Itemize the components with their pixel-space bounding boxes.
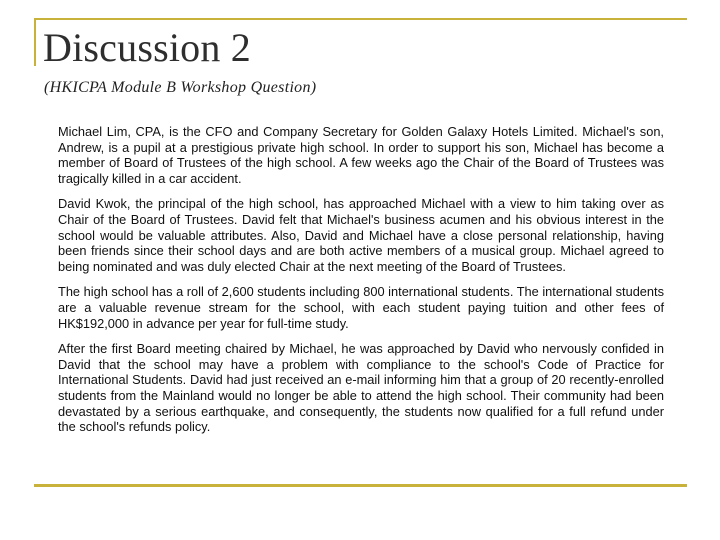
paragraph-3: The high school has a roll of 2,600 students including 800 international students. The international students are a valuable revenue stream for the school, with each student paying tuition and other fees of HK$192,000 in advance per year for full-time study. [58, 284, 664, 331]
bottom-rule [34, 484, 687, 487]
title-frame-top-rule [34, 18, 687, 20]
slide-subtitle: (HKICPA Module B Workshop Question) [44, 79, 317, 96]
paragraph-1: Michael Lim, CPA, is the CFO and Company Secretary for Golden Galaxy Hotels Limited. Michael's son, Andrew, is a pupil at a prestigious private high school. In order to support his son, Michael has become a member of Board of Trustees of the high school. A few weeks ago the Chair of the Board of Trustees was tragically killed in a car accident. [58, 124, 664, 186]
slide-title: Discussion 2 [43, 25, 251, 70]
case-study-text [58, 124, 664, 445]
paragraph-2: David Kwok, the principal of the high school, has approached Michael with a view to him taking over as Chair of the Board of Trustees. David felt that Michael's business acumen and his obvious interest in the school would be valuable attributes. Also, David and Michael have a close personal relationship, having been friends since their school days and are both active members of a musical group. Michael agreed to being nominated and was duly elected Chair at the next meeting of the Board of Trustees. [58, 196, 664, 274]
paragraph-4: After the first Board meeting chaired by Michael, he was approached by David who nervously confided in David that the school may have a problem with compliance to the school's Code of Practice for International Students. David had just received an e-mail informing him that a group of 20 recently-enrolled students from the Mainland would no longer be able to attend the high school. Their community had been devastated by a serious earthquake, and consequently, the students now qualified for a full refund under the school's refunds policy. [58, 341, 664, 435]
title-frame-left-rule [34, 18, 36, 66]
